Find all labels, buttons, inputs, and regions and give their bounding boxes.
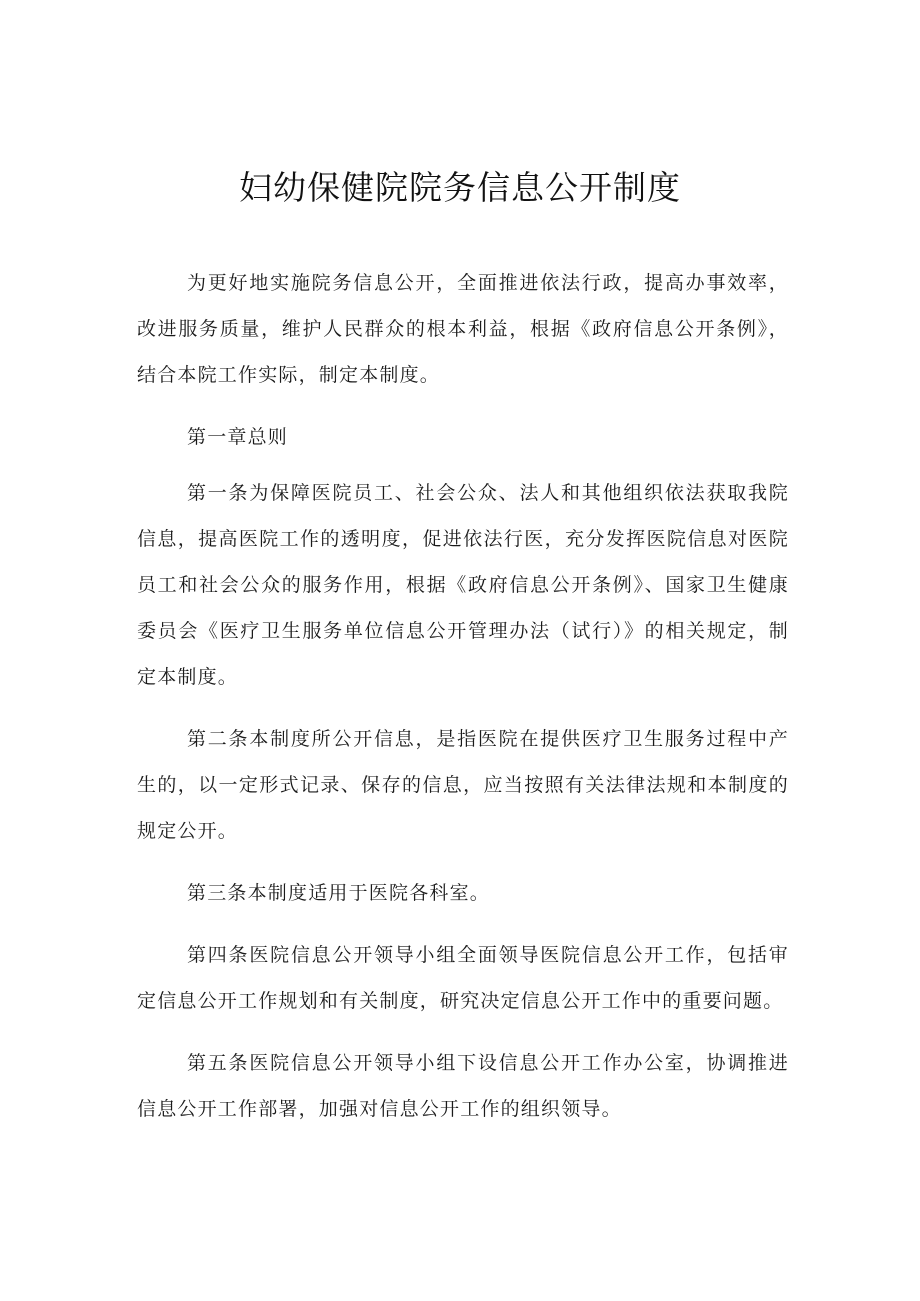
document-body	[137, 260, 789, 1148]
article-4-paragraph: 第四条医院信息公开领导小组全面领导医院信息公开工作，包括审定信息公开工作规划和有关制度，研究决定信息公开工作中的重要问题。	[137, 944, 789, 1012]
article-2-paragraph: 第二条本制度所公开信息，是指医院在提供医疗卫生服务过程中产生的，以一定形式记录、保存的信息，应当按照有关法律法规和本制度的规定公开。	[137, 728, 789, 842]
intro-paragraph: 为更好地实施院务信息公开，全面推进依法行政，提高办事效率，改进服务质量，维护人民群众的根本利益，根据《政府信息公开条例》，结合本院工作实际，制定本制度。	[137, 272, 789, 386]
article-5-paragraph: 第五条医院信息公开领导小组下设信息公开工作办公室，协调推进信息公开工作部署，加强对信息公开工作的组织领导。	[137, 1052, 789, 1120]
article-3-paragraph: 第三条本制度适用于医院各科室。	[187, 882, 491, 904]
chapter-heading: 第一章总则	[187, 426, 289, 448]
article-1-paragraph: 第一条为保障医院员工、社会公众、法人和其他组织依法获取我院信息，提高医院工作的透明度，促进依法行医，充分发挥医院信息对医院员工和社会公众的服务作用，根据《政府信息公开条例》、国家卫生健康委员会《医疗卫生服务单位信息公开管理办法（试行）》的相关规定，制定本制度。	[137, 482, 789, 688]
document-title: 妇幼保健院院务信息公开制度	[239, 168, 681, 207]
